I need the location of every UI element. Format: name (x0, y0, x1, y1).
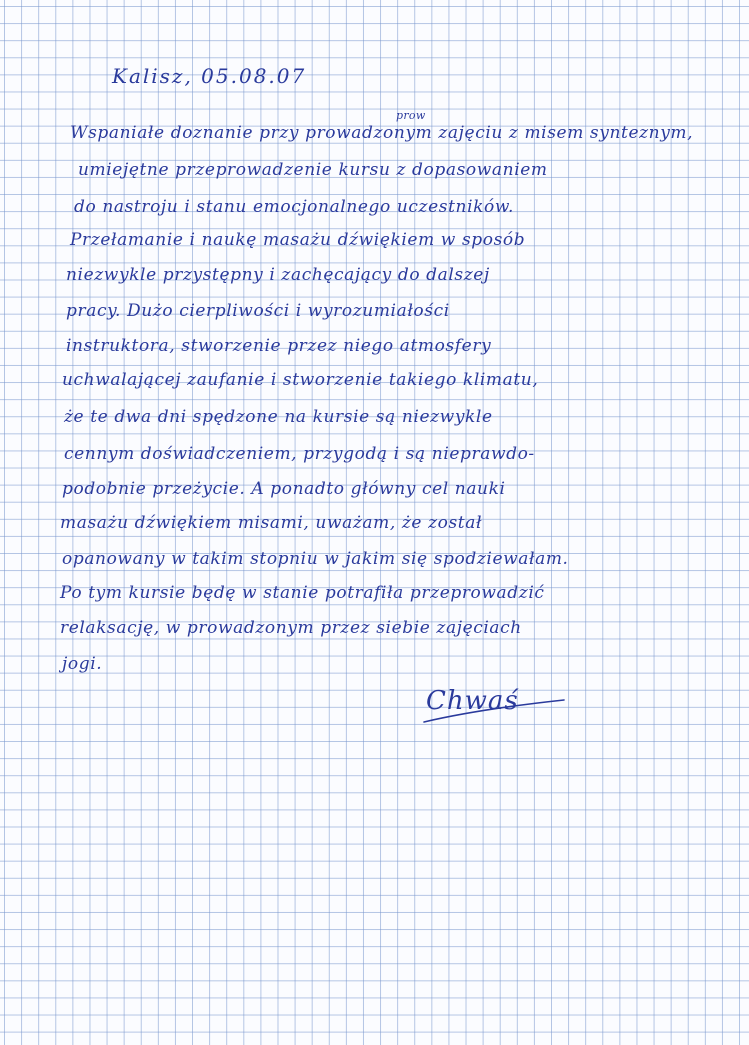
letter-line: Po tym kursie będę w stanie potrafiła przeprowadzić (60, 583, 545, 603)
letter-line: że te dwa dni spędzone na kursie są niezwykle (64, 407, 493, 427)
place-and-date: Kalisz, 05.08.07 (112, 64, 307, 88)
letter-line: cennym doświadczeniem, przygodą i są nieprawdo- (64, 444, 535, 464)
letter-line: Wspaniałe doznanie przy prowadzonym zajęciu z misem synteznym, (70, 123, 694, 143)
letter-line: Przełamanie i naukę masażu dźwiękiem w sposób (70, 230, 526, 250)
signature-flourish (418, 684, 568, 734)
letter-line: masażu dźwiękiem misami, uważam, że został (60, 513, 483, 533)
letter-line: opanowany w takim stopniu w jakim się spodziewałam. (62, 549, 569, 569)
letter-line: do nastroju i stanu emocjonalnego uczestników. (74, 197, 514, 217)
inserted-word: prow (396, 109, 426, 122)
letter-line: instruktora, stworzenie przez niego atmosfery (66, 336, 492, 356)
letter-line: relaksację, w prowadzonym przez siebie zajęciach (60, 618, 522, 638)
letter-line: podobnie przeżycie. A ponadto główny cel nauki (62, 479, 506, 499)
letter-line: uchwalającej zaufanie i stworzenie takiego klimatu, (62, 370, 539, 390)
signature: Chwaś (426, 686, 519, 716)
letter-line: jogi. (62, 654, 103, 674)
letter-line: niezwykle przystępny i zachęcający do dalszej (66, 265, 490, 285)
letter-line: pracy. Dużo cierpliwości i wyrozumiałości (66, 301, 450, 321)
letter-line: umiejętne przeprowadzenie kursu z dopasowaniem (78, 160, 548, 180)
